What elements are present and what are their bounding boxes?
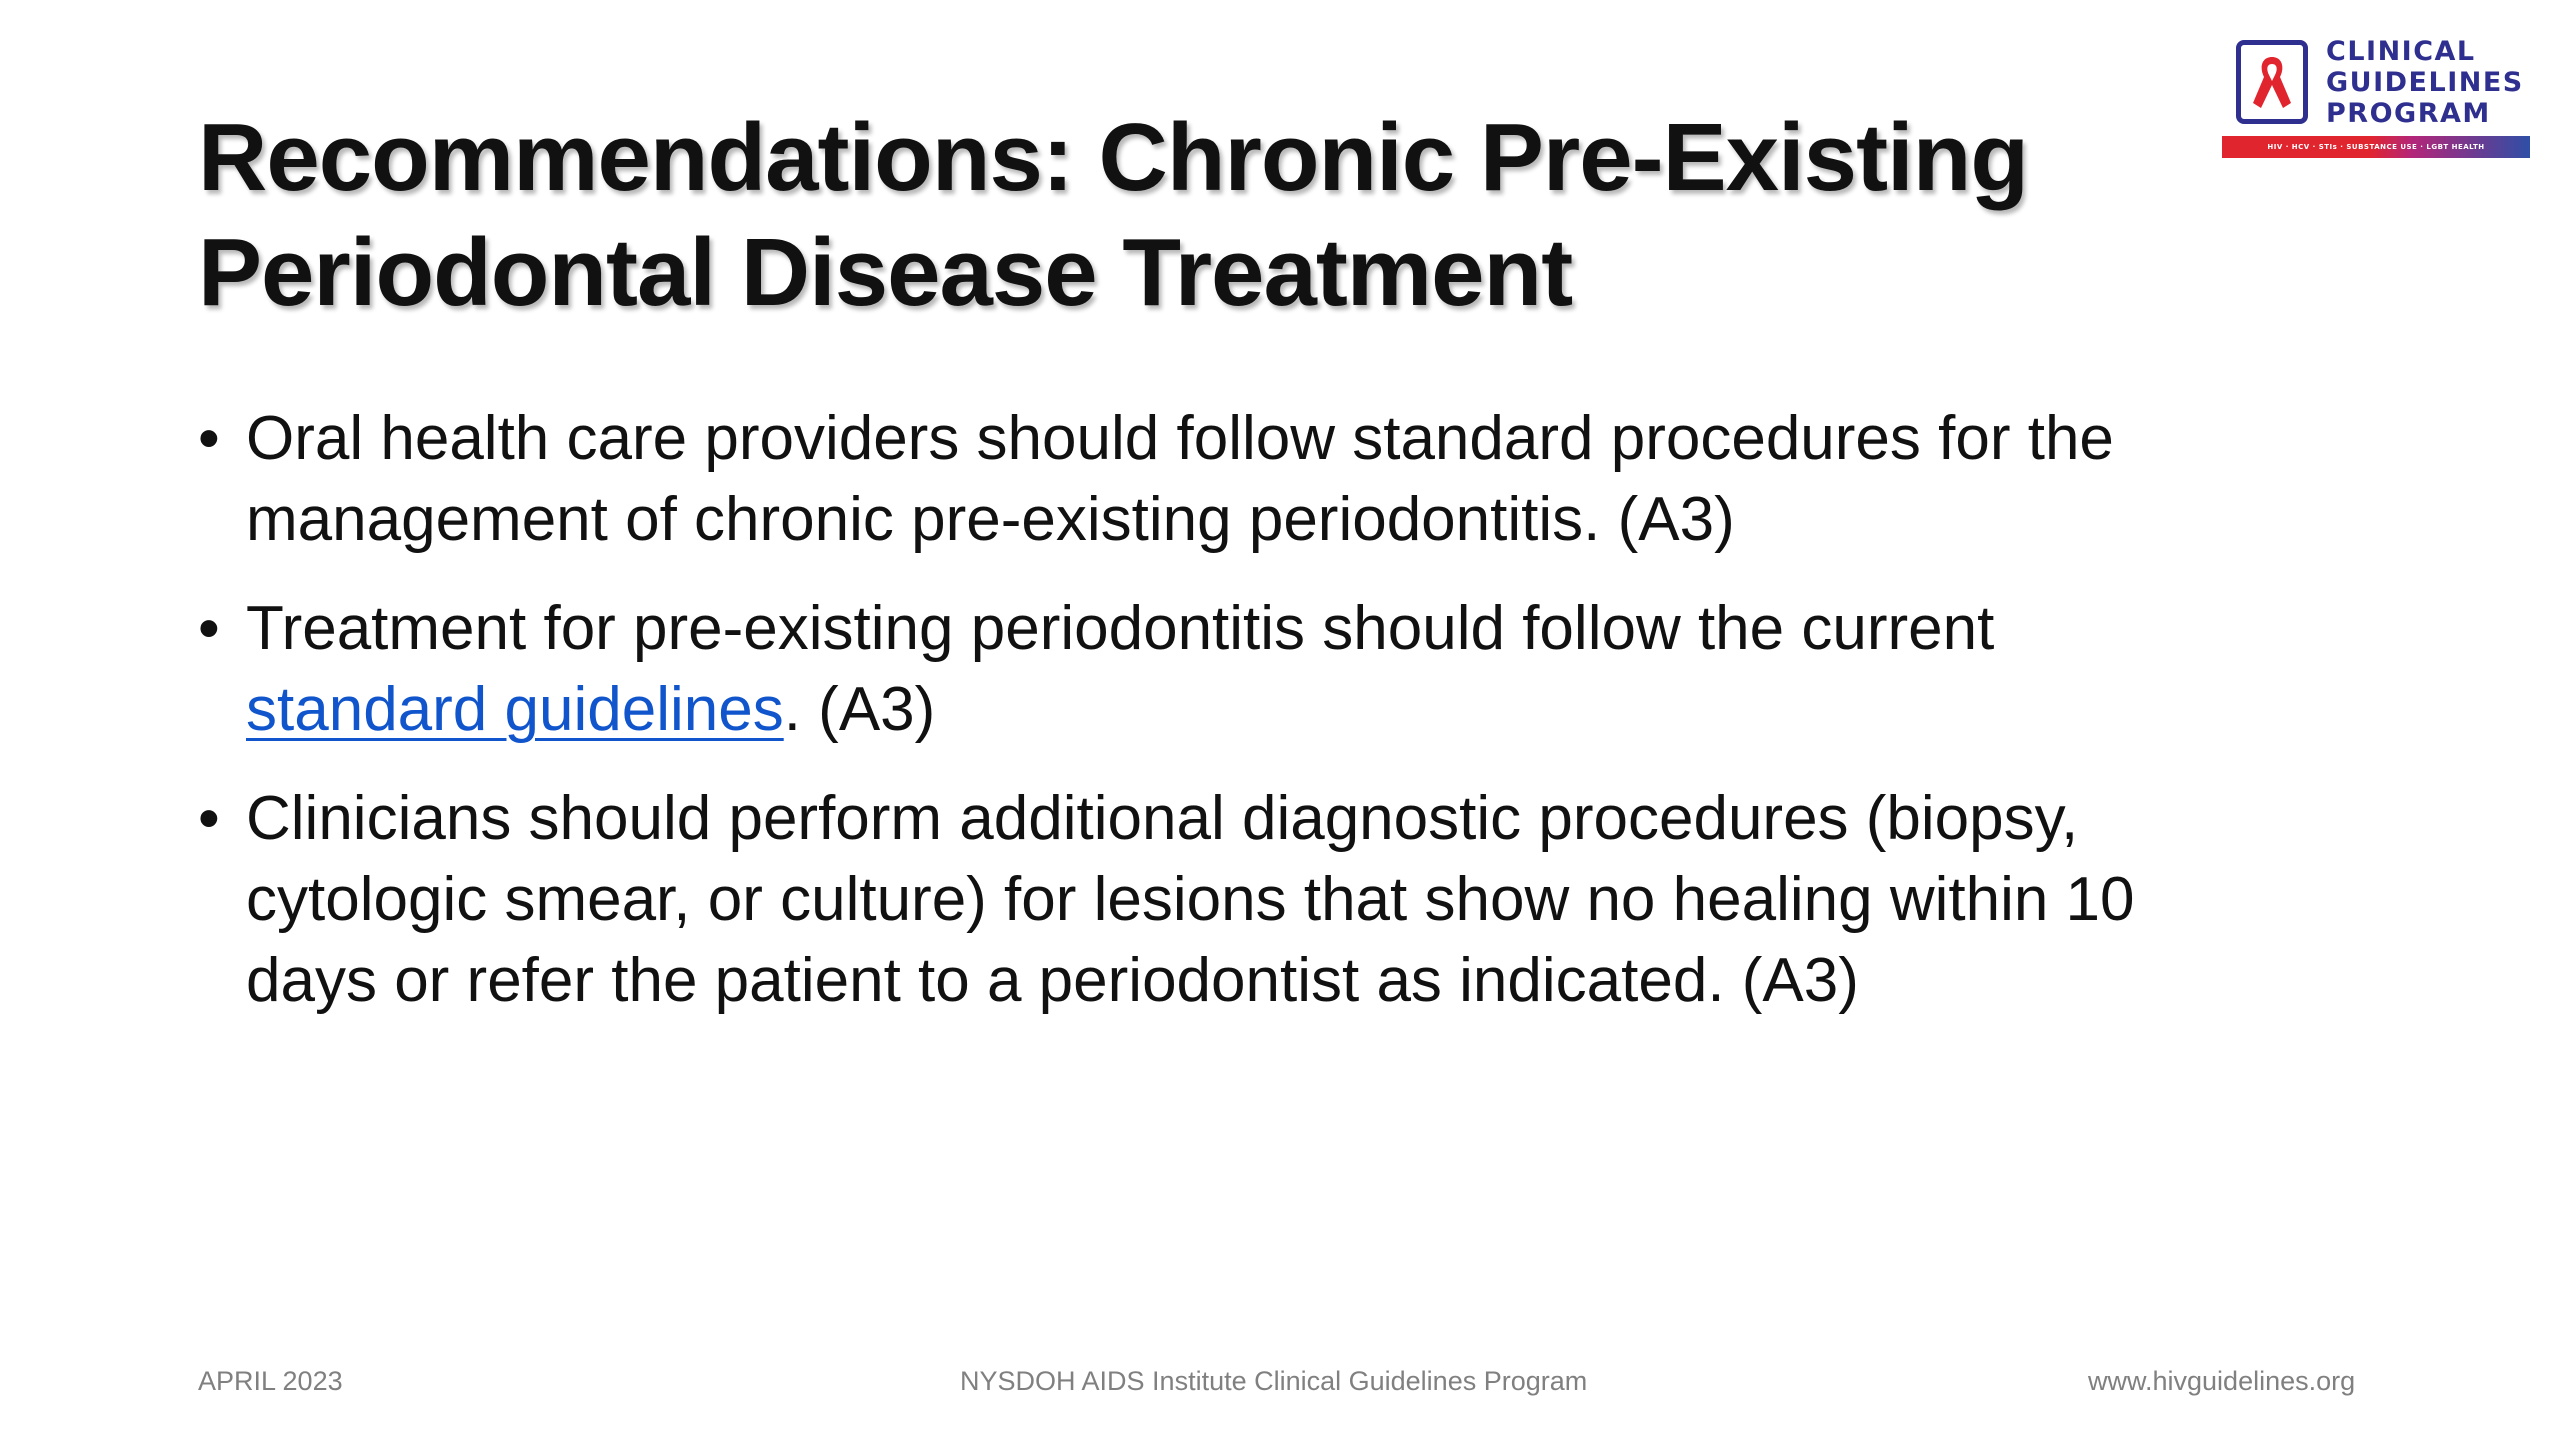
recommendation-list <box>198 398 2418 1049</box>
red-ribbon-icon <box>2236 40 2308 124</box>
slide-title-line-2: Periodontal Disease Treatment <box>198 219 1573 326</box>
recommendation-2-line-1: Treatment for pre-existing periodontitis should follow the current <box>246 594 1995 663</box>
recommendation-2-suffix: . (A3) <box>783 675 936 744</box>
recommendation-item-1 <box>198 398 2418 560</box>
slide-title <box>198 100 2198 330</box>
recommendation-2-line-2 <box>246 669 2418 750</box>
bullet-dot: • <box>198 594 220 663</box>
slide-title-line-1: Recommendations: Chronic Pre-Existing <box>198 104 2028 211</box>
footer-program-name: NYSDOH AIDS Institute Clinical Guidelines Program <box>960 1366 1588 1396</box>
standard-guidelines-link[interactable]: standard guidelines <box>246 675 784 744</box>
clinical-guidelines-program-logo <box>2236 36 2544 164</box>
logo-tagline-strip: HIV · HCV · STIs · SUBSTANCE USE · LGBT HEALTH <box>2222 136 2530 158</box>
bullet-dot: • <box>198 404 220 473</box>
footer-website-url: www.hivguidelines.org <box>2088 1366 2356 1396</box>
logo-line-1: CLINICAL <box>2326 36 2476 67</box>
recommendation-1-line-2: management of chronic pre-existing periodontitis. (A3) <box>246 485 1735 554</box>
recommendation-3-line-3: days or refer the patient to a periodontist as indicated. (A3) <box>246 946 1859 1015</box>
recommendation-1-line-1: Oral health care providers should follow standard procedures for the <box>246 404 2114 473</box>
recommendation-item-3 <box>198 778 2418 1021</box>
recommendation-item-2 <box>198 588 2418 750</box>
logo-wordmark <box>2326 36 2546 129</box>
footer-date: APRIL 2023 <box>198 1366 343 1396</box>
logo-line-2: GUIDELINES <box>2326 67 2524 98</box>
recommendation-3-line-2: cytologic smear, or culture) for lesions that show no healing within 10 <box>246 865 2135 934</box>
bullet-dot: • <box>198 784 220 853</box>
recommendation-3-line-1: Clinicians should perform additional diagnostic procedures (biopsy, <box>246 784 2079 853</box>
logo-line-3: PROGRAM <box>2326 98 2491 129</box>
